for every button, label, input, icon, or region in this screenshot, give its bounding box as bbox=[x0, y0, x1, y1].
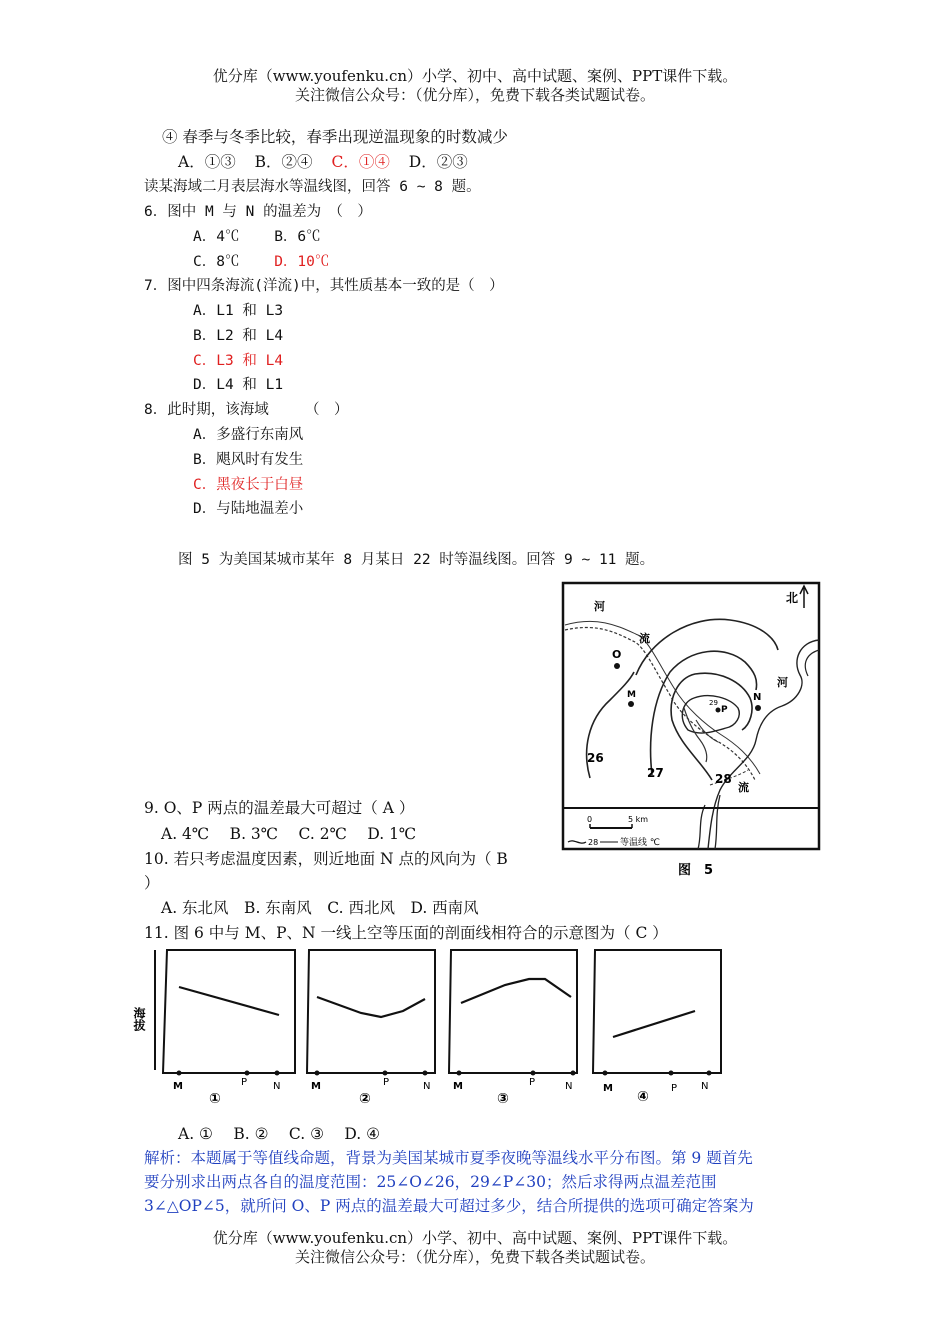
d4-label-n: N bbox=[701, 1081, 709, 1092]
point-p-dot bbox=[716, 708, 721, 713]
d1-label-n: N bbox=[273, 1081, 281, 1092]
q7-opt-c: C．L3 和 L4 bbox=[193, 353, 284, 369]
q10-stem-cont: ） bbox=[144, 874, 160, 892]
intro-6-8: 读某海域二月表层海水等温线图，回答 6 ~ 8 题。 bbox=[144, 179, 481, 195]
d3-label-n: N bbox=[565, 1081, 573, 1092]
q6-opt-d: D．10℃ bbox=[274, 254, 330, 270]
point-m-label: M bbox=[627, 690, 636, 700]
intro-9-11: 图 5 为美国某城市某年 8 月某日 22 时等温线图。回答 9 ~ 11 题。 bbox=[178, 552, 655, 568]
river-label-2: 河 bbox=[777, 676, 788, 689]
q5-options bbox=[178, 152, 468, 172]
diagram-2-number: ② bbox=[359, 1091, 371, 1107]
north-label: 北 bbox=[786, 591, 799, 605]
d4-label-m: M bbox=[603, 1083, 613, 1094]
isotherm-29-label: 29 bbox=[709, 699, 718, 707]
analysis-line1: 解析：本题属于等值线命题，背景为美国某城市夏季夜晚等温线水平分布图。第 9 题首先 bbox=[144, 1149, 753, 1167]
q5-opt-d: D．②③ bbox=[408, 153, 468, 171]
q9-stem: 9. O、P 两点的温差最大可超过（ A ） bbox=[144, 799, 415, 817]
isotherm-28-label: 28 bbox=[715, 772, 732, 786]
q11-options: A. ① B. ② C. ③ D. ④ bbox=[178, 1125, 381, 1143]
q5-item4: ④ 春季与冬季比较，春季出现逆温现象的时数减少 bbox=[162, 128, 508, 146]
q8-stem: 8．此时期，该海域 （ ） bbox=[144, 402, 349, 418]
q8-opt-c: C．黑夜长于白昼 bbox=[193, 477, 304, 493]
q10-stem: 10. 若只考虑温度因素，则近地面 N 点的风向为（ B bbox=[144, 850, 508, 868]
d2-label-m: M bbox=[311, 1081, 321, 1092]
page-footer-line1: 优分库（www.youfenku.cn）小学、初中、高中试题、案例、PPT课件下载。 bbox=[212, 1229, 738, 1247]
q5-opt-c: C．①④ bbox=[331, 153, 390, 171]
river-label-1: 河 bbox=[594, 600, 605, 613]
q5-opt-b: B．②④ bbox=[254, 153, 313, 171]
flow-label-1: 流 bbox=[639, 632, 650, 645]
point-n-dot bbox=[755, 705, 761, 711]
d1-label-m: M bbox=[173, 1081, 183, 1092]
q10-options: A. 东北风 B. 东南风 C. 西北风 D. 西南风 bbox=[161, 899, 479, 917]
q6-stem: 6．图中 M 与 N 的温差为 （ ） bbox=[144, 204, 372, 220]
q7-opt-d: D．L4 和 L1 bbox=[193, 377, 284, 393]
q8-opt-b: B．飓风时有发生 bbox=[193, 452, 304, 468]
profile-diagram-4 bbox=[593, 950, 721, 1105]
analysis-line3: 3∠△OP∠5，就所问 O、P 两点的温差最大可超过多少，结合所提供的选项可确定答案为 bbox=[144, 1197, 754, 1215]
q7-opt-b: B．L2 和 L4 bbox=[193, 328, 284, 344]
legend-number: 28 bbox=[588, 838, 599, 847]
q6-opt-b: B．6℃ bbox=[274, 229, 321, 245]
profile-diagram-3 bbox=[449, 950, 577, 1107]
d3-label-p: P bbox=[529, 1077, 536, 1088]
d4-label-p: P bbox=[671, 1083, 678, 1094]
q9-options: A. 4℃ B. 3℃ C. 2℃ D. 1℃ bbox=[161, 825, 417, 843]
isotherm-26-label: 26 bbox=[587, 751, 604, 765]
d2-label-p: P bbox=[383, 1077, 390, 1088]
q8-opt-d: D．与陆地温差小 bbox=[193, 501, 304, 517]
point-m-dot bbox=[628, 701, 634, 707]
q7-stem: 7．图中四条海流(洋流)中，其性质基本一致的是（ ） bbox=[144, 278, 504, 294]
point-p-label: P bbox=[721, 705, 728, 715]
isotherm-27-label: 27 bbox=[647, 766, 664, 780]
profile-diagram-2 bbox=[307, 950, 435, 1107]
point-n-label: N bbox=[753, 692, 762, 703]
figure-6-profiles bbox=[132, 945, 735, 1115]
diagram-4-number: ④ bbox=[637, 1089, 649, 1105]
page-header-line2: 关注微信公众号：（优分库），免费下载各类试题试卷。 bbox=[294, 86, 655, 104]
page-header-line1: 优分库（www.youfenku.cn）小学、初中、高中试题、案例、PPT课件下载。 bbox=[212, 67, 738, 85]
figure-5-isotherm-map bbox=[560, 580, 822, 880]
q11-stem: 11. 图 6 中与 M、P、N 一线上空等压面的剖面线相符合的示意图为（ C ） bbox=[144, 924, 668, 942]
q7-opt-a: A．L1 和 L3 bbox=[193, 303, 284, 319]
yaxis-label: 海拔 bbox=[132, 1007, 146, 1031]
q6-opt-c: C．8℃ bbox=[193, 254, 240, 270]
q6-opt-a: A．4℃ bbox=[193, 229, 240, 245]
diagram-3-number: ③ bbox=[497, 1091, 509, 1107]
point-o-dot bbox=[614, 663, 620, 669]
q5-opt-a: A．①③ bbox=[178, 153, 236, 171]
page-footer-line2: 关注微信公众号：（优分库），免费下载各类试题试卷。 bbox=[294, 1248, 655, 1266]
legend-text: 等温线 ℃ bbox=[620, 838, 660, 848]
d1-label-p: P bbox=[241, 1077, 248, 1088]
analysis-line2: 要分别求出两点各自的温度范围：25∠O∠26，29∠P∠30；然后求得两点温差范围 bbox=[144, 1173, 717, 1191]
q6-row2 bbox=[193, 252, 329, 272]
q6-row1 bbox=[193, 227, 321, 247]
d3-label-m: M bbox=[453, 1081, 463, 1092]
scale-zero: 0 bbox=[587, 815, 593, 824]
d2-label-n: N bbox=[423, 1081, 431, 1092]
q8-opt-a: A．多盛行东南风 bbox=[193, 427, 304, 443]
figure-5-caption: 图 5 bbox=[678, 863, 714, 878]
flow-label-2: 流 bbox=[738, 781, 749, 794]
diagram-1-number: ① bbox=[209, 1091, 221, 1107]
point-o-label: O bbox=[612, 648, 622, 661]
scale-5km: 5 km bbox=[628, 815, 649, 824]
profile-diagram-1 bbox=[163, 950, 295, 1107]
